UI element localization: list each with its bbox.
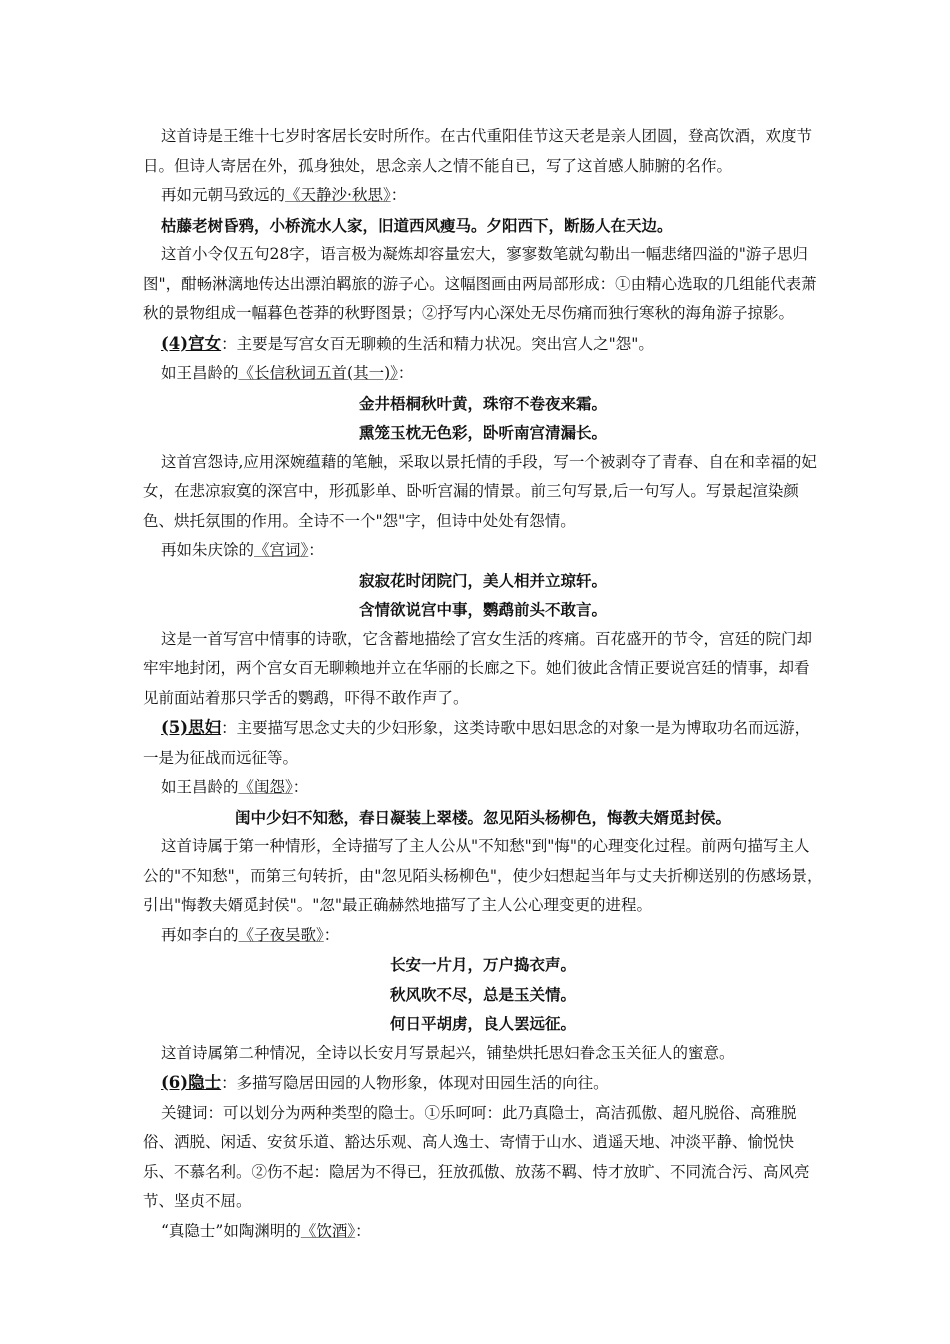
heading-text-sifu: ：主要描写思念丈夫的少妇形象，这类诗歌中思妇思念的对象一是为博取功名而远游，一是为征战而远征等。 [143,719,811,767]
poem-title-guiyuan: 《闺怨》 [238,778,293,796]
section-heading-yinshi [143,1068,823,1099]
poem-gongci-line2: 含情欲说宫中事，鹦鹉前头不敢言。 [358,600,607,619]
paragraph-intro-tianjingsha [143,181,823,211]
paragraph-intro-changxin [143,359,823,389]
intro-suffix: ： [292,778,309,796]
paragraph-keywords: 关键词：可以划分为两种类型的隐士。①乐呵呵：此乃真隐士，高洁孤傲、超凡脱俗、高雅脱俗、洒脱、闲适、安贫乐道、豁达乐观、高人逸士、寄情于山水、逍遥天地、冲淡平静、愉悦快乐、不慕名利。②伤不起：隐居为不得已，狂放孤傲、放荡不羁、恃才放旷、不同流合污、高风亮节、坚贞不屈。 [143,1103,810,1210]
intro-prefix: 如王昌龄的 [161,364,239,382]
heading-label-gongnv: (4)宫女 [161,333,222,353]
poem-title-gongci: 《宫词》 [254,541,309,559]
poem-changxin-line1: 金井梧桐秋叶黄，珠帘不卷夜来霜。 [358,393,607,413]
intro-suffix: ： [390,186,407,204]
intro-suffix: ： [355,1221,371,1240]
intro-suffix: ： [308,541,324,559]
paragraph-tianjingsha-analysis: 这首小令仅五句28字，语言极为凝炼却容量宏大，寥寥数笔就勾勒出一幅悲绪四溢的"游子思归图"，酣畅淋漓地传达出漂泊羁旅的游子心。这幅图画由两局部形成：①由精心选取的几组能代表萧秋的景物组成一幅暮色苍莽的秋野图景；②抒写内心深处无尽伤痛而独行寒秋的海角游子掠影。 [143,245,817,322]
paragraph-wangwei-background: 这首诗是王维十七岁时客居长安时所作。在古代重阳佳节这天老是亲人团圆，登高饮酒，欢度节日。但诗人寄居在外，孤身独处，思念亲人之情不能自已，写了这首感人肺腑的名作。 [143,127,813,175]
intro-prefix: 再如李白的 [161,925,239,944]
heading-text-yinshi: ：多描写隐居田园的人物形象，体现对田园生活的向往。 [221,1074,609,1092]
intro-prefix: “真隐士”如陶渊明的 [161,1221,301,1240]
paragraph-guiyuan-analysis: 这首诗属于第一种情形，全诗描写了主人公从"不知愁"到"悔"的心理变化过程。前两句描写主人公的"不知愁"，而第三句转折，由"忽见陌头杨柳色"，使少妇想起当年与丈夫折柳送别的伤感场景，引出"悔教夫婿觅封侯"。"忽"最正确赫然地描写了主人公心理变更的进程。 [143,837,823,914]
paragraph-ziye-analysis: 这首诗属第二种情况，全诗以长安月写景起兴，铺垫烘托思妇眷念玉关征人的蜜意。 [161,1043,735,1062]
paragraph-intro-gongci [143,536,823,566]
intro-prefix: 再如元朝马致远的 [161,186,286,204]
paragraph-intro-guiyuan [143,773,823,803]
section-heading-gongnv [143,329,823,360]
paragraph-intro-ziye [143,921,823,951]
intro-suffix: ： [397,364,414,382]
poem-title-yinjiu: 《饮酒》 [300,1221,356,1240]
poem-title-ziye: 《子夜吴歌》 [238,925,324,944]
paragraph-changxin-analysis: 这首宫怨诗,应用深婉蕴藉的笔触，采取以景托情的手段，写一个被剥夺了青春、自在和幸福的妃女，在悲凉寂寞的深宫中，形孤影单、卧听宫漏的情景。前三句写景,后一句写人。写景起渲染颜色、烘托氛围的作用。全诗不一个"怨"字，但诗中处处有怨情。 [143,452,817,530]
poem-changxin-line2: 熏笼玉枕无色彩，卧听南宫清漏长。 [358,423,607,442]
document-body [143,122,823,1246]
heading-label-yinshi: (6)隐士 [161,1073,222,1092]
intro-suffix: ： [323,925,340,944]
heading-text-gongnv: ：主要是写宫女百无聊赖的生活和精力状况。突出宫人之"怨"。 [221,334,654,353]
intro-prefix: 再如朱庆馀的 [161,541,255,559]
poem-ziye-line2: 秋风吹不尽，总是玉关情。 [389,984,576,1004]
paragraph-intro-yinjiu [143,1217,823,1247]
poem-ziye-line3: 何日平胡虏，良人罢远征。 [389,1014,576,1033]
poem-ziye-line1: 长安一片月，万户捣衣声。 [389,955,576,974]
paragraph-gongci-analysis: 这是一首写宫中情事的诗歌，它含蓄地描绘了宫女生活的疼痛。百花盛开的节令，宫廷的院门却牢牢地封闭，两个宫女百无聊赖地并立在华丽的长廊之下。她们彼此含情正要说宫廷的情事，却看见前面站着那只学舌的鹦鹉，吓得不敢作声了。 [143,629,813,707]
intro-prefix: 如王昌龄的 [161,778,239,796]
poem-gongci-line1: 寂寂花时闭院门，美人相并立琼轩。 [358,570,607,590]
section-heading-sifu [143,713,823,773]
poem-title-tianjingsha: 《天静沙·秋思》 [285,186,391,204]
poem-tianjingsha: 枯藤老树昏鸦，小桥流水人家，旧道西风瘦马。夕阳西下，断肠人在天边。 [161,215,673,235]
heading-label-sifu: (5)思妇 [161,718,222,737]
poem-title-changxin: 《长信秋词五首(其一)》 [238,364,398,382]
poem-guiyuan: 闺中少妇不知愁，春日凝装上翠楼。忽见陌头杨柳色，悔教夫婿觅封侯。 [234,807,731,827]
